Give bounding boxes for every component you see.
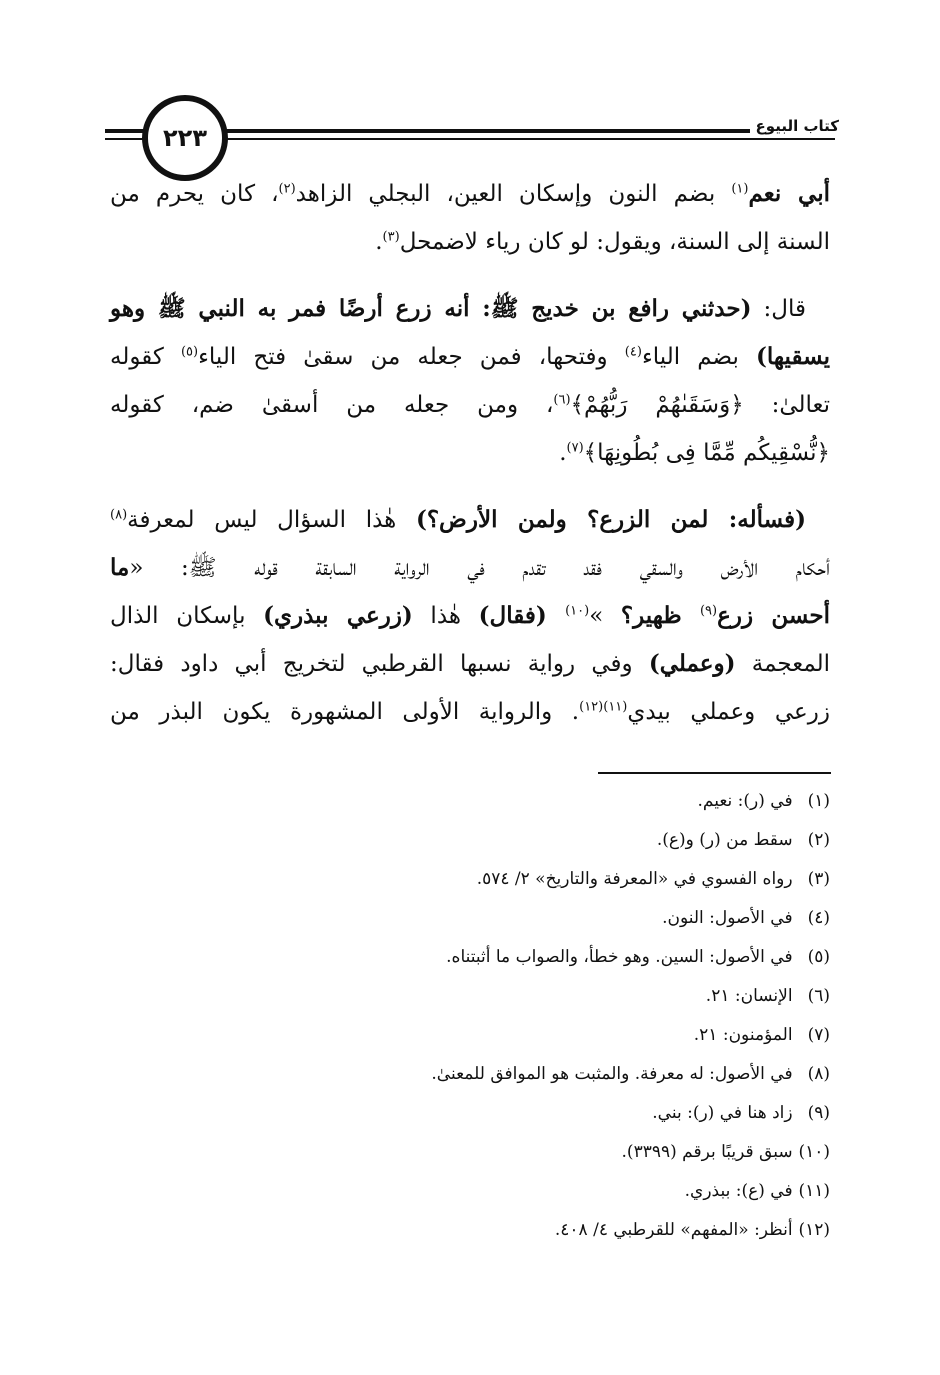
footnote-11: (١١) في (ع): ببذري. bbox=[684, 1181, 830, 1201]
footnote-3: (٣) رواه الفسوي في «المعرفة والتاريخ» ٢/ ٥٧٤. bbox=[476, 869, 830, 889]
body-line-11: زرعي وعملي بيدي$^{(١١)(١٢)}$. والرواية الأولى المشهورة يكون البذر من bbox=[110, 699, 830, 725]
footnote-10: (١٠) سبق قريبًا برقم (٣٣٩٩). bbox=[621, 1142, 830, 1162]
footnote-2: (٢) سقط من (ر) و(ع). bbox=[656, 830, 830, 850]
footnote-separator bbox=[598, 772, 831, 774]
body-line-7: (فسأله: لمن الزرع؟ ولمن الأرض؟) هٰذا السؤال ليس لمعرفة$^{(٨)}$ bbox=[110, 506, 806, 533]
footnote-8: (٨) في الأصول: له معرفة. والمثبت هو الموافق للمعنىٰ. bbox=[431, 1064, 830, 1084]
footnote-5: (٥) في الأصول: السين. وهو خطأ، والصواب ما أثبتناه. bbox=[446, 947, 830, 967]
body-line-5: تعالىٰ: ﴿وَسَقَىٰهُمْ رَبُّهُمْ﴾$^{(٦)}$، ومن جعله من أسقىٰ ضم، كقوله bbox=[110, 392, 830, 418]
body-line-2: السنة إلى السنة، ويقول: لو كان رياء لاضمحل$^{(٣)}$. bbox=[375, 229, 830, 255]
page-header bbox=[0, 95, 940, 175]
body-line-9: أحسن زرع$^{(٩)}$ ظهير؟ »$^{(١٠)}$ (فقال) هٰذا (زرعي ببذري) بإسكان الذال bbox=[110, 602, 830, 629]
footnote-1: (١) في (ر): نعيم. bbox=[697, 791, 830, 811]
footnote-6: (٦) الإنسان: ٢١. bbox=[705, 986, 830, 1006]
body-line-8: أحكام الأرض والسقي فقد تقدم في الرواية السابقة قوله ﷺ: «ما bbox=[110, 554, 830, 581]
body-line-3: قال: (حدثني رافع بن خديج ﷺ: أنه زرع أرضًا فمر به النبي ﷺ وهو bbox=[110, 295, 806, 322]
body-line-1: أبي نعم$^{(١)}$ بضم النون وإسكان العين، البجلي الزاهد$^{(٢)}$، كان يحرم من bbox=[110, 180, 830, 207]
footnote-12: (١٢) أنظر: «المفهم» للقرطبي ٤/ ٤٠٨. bbox=[554, 1220, 830, 1240]
body-line-6: ﴿نُّسْقِيكُم مِّمَّا فِى بُطُونِهَا﴾$^{(٧)}$. bbox=[559, 440, 830, 466]
book-title: كتاب البيوع bbox=[750, 117, 845, 135]
body-line-4: يسقيها) بضم الياء$^{(٤)}$ وفتحها، فمن جعله من سقىٰ فتح الياء$^{(٥)}$ كقوله bbox=[110, 343, 831, 370]
footnote-4: (٤) في الأصول: النون. bbox=[662, 908, 830, 928]
footnote-9: (٩) زاد هنا في (ر): بني. bbox=[652, 1103, 830, 1123]
page-number: ٢٢٣ bbox=[142, 95, 228, 181]
body-line-10: المعجمة (وعملي) وفي رواية نسبها القرطبي لتخريج أبي داود فقال: bbox=[110, 650, 831, 677]
footnote-7: (٧) المؤمنون: ٢١. bbox=[693, 1025, 830, 1045]
